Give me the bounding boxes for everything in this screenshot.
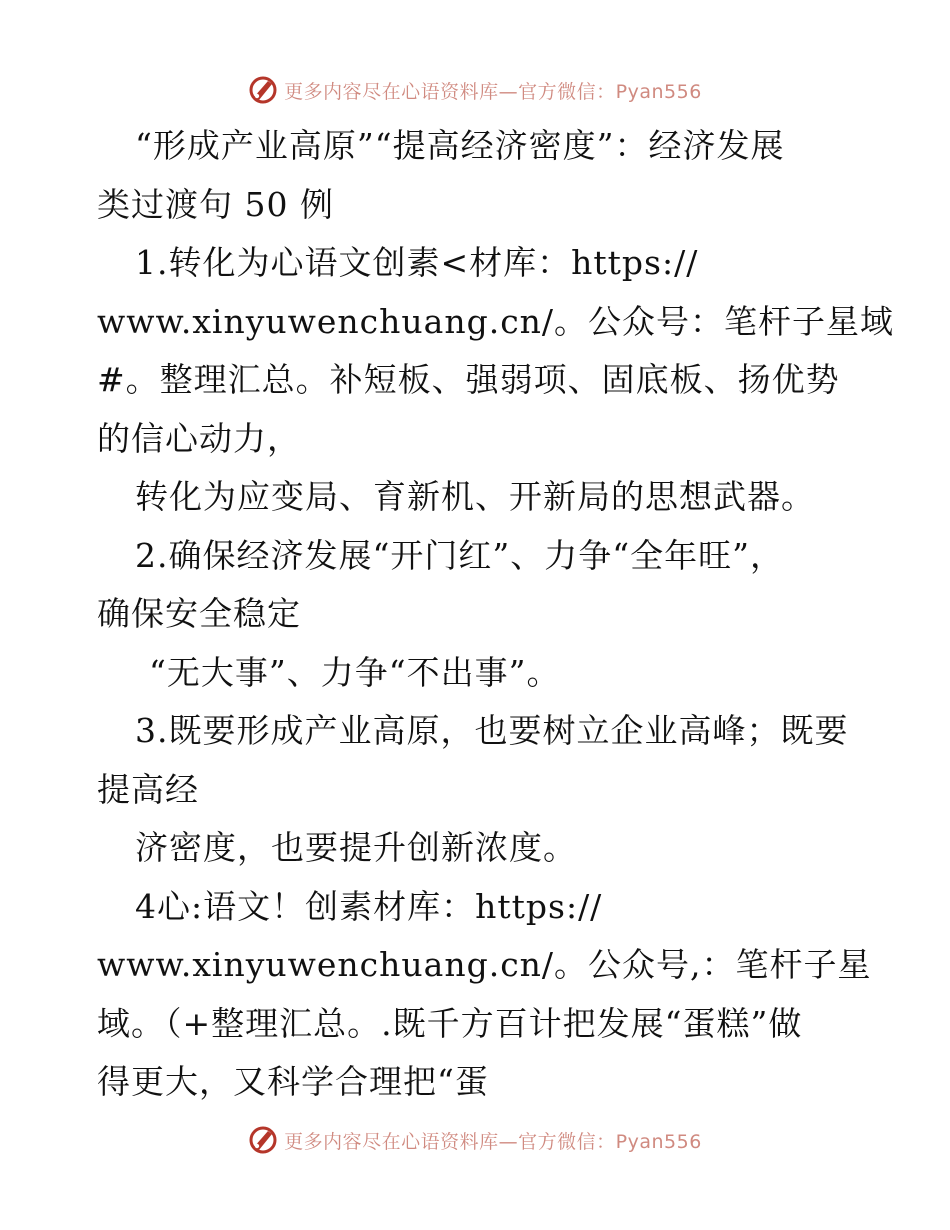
paragraph-line: 提高经 xyxy=(97,769,199,809)
title-line-2: 类过渡句 50 例 xyxy=(97,184,334,224)
header-banner xyxy=(0,70,950,110)
paragraph-line: “无大事”、力争“不出事”。 xyxy=(149,652,561,692)
paragraph-line: 得更大，又科学合理把“蛋 xyxy=(97,1062,489,1101)
header-banner-text: 更多内容尽在心语资料库—官方微信：Pyan556 xyxy=(284,80,702,103)
paragraph-line: 2.确保经济发展“开门红”、力争“全年旺”， xyxy=(135,535,784,575)
paragraph-line: 济密度，也要提升创新浓度。 xyxy=(135,828,577,867)
paragraph-line: 的信心动力， xyxy=(97,418,301,458)
paragraph-line: www.xinyuwenchuang.cn/。公众号,：笔杆子星 xyxy=(97,945,872,984)
paragraph-line: 确保安全稳定 xyxy=(97,594,301,633)
title-line-1: “形成产业高原”“提高经济密度”：经济发展 xyxy=(135,126,785,165)
document-body xyxy=(97,117,895,1112)
paragraph-line: 3.既要形成产业高原，也要树立企业高峰；既要 xyxy=(135,711,849,750)
paragraph-line: www.xinyuwenchuang.cn/。公众号：笔杆子星域 xyxy=(97,301,895,341)
paragraph-line: 4心:语文！创素材库：https:// xyxy=(135,886,603,926)
paragraph-line: 域。（+整理汇总。.既千方百计把发展“蛋糕”做 xyxy=(97,1003,803,1043)
footer-banner-text: 更多内容尽在心语资料库—官方微信：Pyan556 xyxy=(284,1130,702,1153)
paragraph-line: 1.转化为心语文创素<材库：https:// xyxy=(135,243,699,282)
paragraph-line: #。整理汇总。补短板、强弱项、固底板、扬优势 xyxy=(97,360,840,399)
footer-banner xyxy=(0,1120,950,1160)
logo-icon xyxy=(248,1125,278,1155)
paragraph-line: 转化为应变局、育新机、开新局的思想武器。 xyxy=(135,477,815,516)
logo-icon xyxy=(248,75,278,105)
